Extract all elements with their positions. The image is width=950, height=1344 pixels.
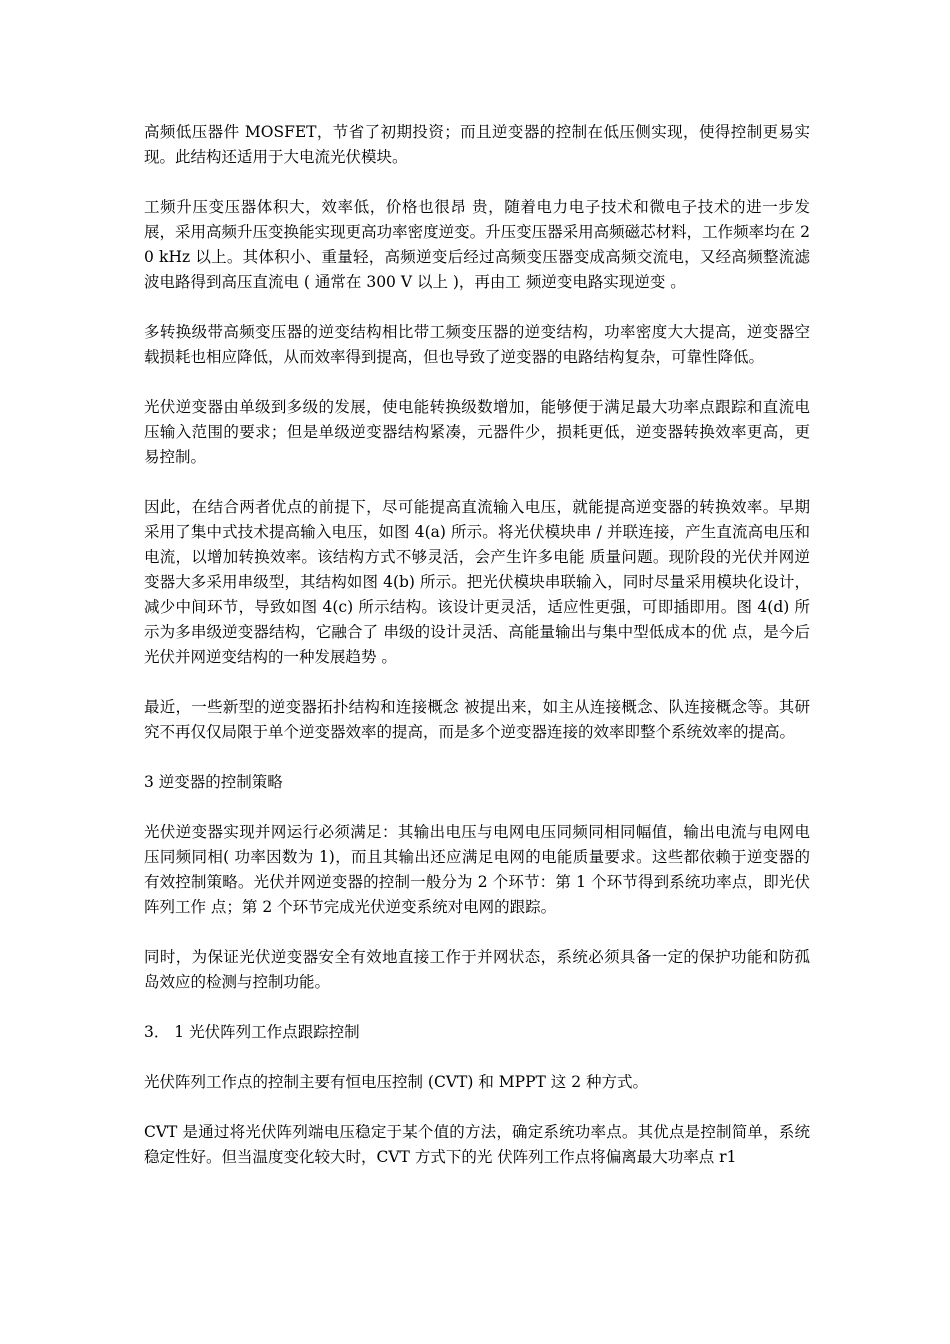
paragraph-high-frequency-transformer: 工频升压变压器体积大，效率低，价格也很昂 贵，随着电力电子技术和微电子技术的进一步发展，采用高频升压变换能实现更高功率密度逆变。升压变压器采用高频磁芯材料，工作频率均在 20 kHz 以上。其体积小、重量轻，高频逆变后经过高频变压器变成高频交流电，又经高频整流滤波电路得到高压直流电 ( 通常在 300 V 以上 )，再由工 频逆变电路实现逆变 。 [144,198,810,291]
paragraph-grid-connection-requirements: 光伏逆变器实现并网运行必须满足：其输出电压与电网电压同频同相同幅值，输出电流与电网电压同频同相( 功率因数为 1)，而且其输出还应满足电网的电能质量要求。这些都依赖于逆变器的有效控制策略。光伏并网逆变器的控制一般分为 2 个环节：第 1 个环节得到系统功率点，即光伏阵列工作 点；第 2 个环节完成光伏逆变系统对电网的跟踪。 [144,823,810,916]
subsection-heading-mppt: 3． 1 光伏阵列工作点跟踪控制 [144,1023,360,1041]
paragraph-single-vs-multi-stage: 光伏逆变器由单级到多级的发展，使电能转换级数增加，能够便于满足最大功率点跟踪和直流电压输入范围的要求；但是单级逆变器结构紧凑，元器件少，损耗更低，逆变器转换效率更高，更易控制。 [144,398,810,466]
paragraph-cvt-description: CVT 是通过将光伏阵列端电压稳定于某个值的方法，确定系统功率点。其优点是控制简单，系统 稳定性好。但当温度变化较大时，CVT 方式下的光 伏阵列工作点将偏离最大功率点 r1 [144,1123,810,1166]
paragraph-protection-functions: 同时，为保证光伏逆变器安全有效地直接工作于并网状态，系统必须具备一定的保护功能和防孤岛效应的检测与控制功能。 [144,948,810,991]
document-page [144,120,810,1195]
paragraph-cvt-mppt-methods: 光伏阵列工作点的控制主要有恒电压控制 (CVT) 和 MPPT 这 2 种方式。 [144,1073,648,1091]
paragraph-mosfet: 高频低压器件 MOSFET，节省了初期投资；而且逆变器的控制在低压侧实现，使得控制更易实现。此结构还适用于大电流光伏模块。 [144,123,810,166]
paragraph-new-topologies: 最近，一些新型的逆变器拓扑结构和连接概念 被提出来，如主从连接概念、队连接概念等。其研究不再仅仅局限于单个逆变器效率的提高，而是多个逆变器连接的效率即整个系统效率的提高。 [144,698,810,741]
paragraph-multi-stage-structure: 多转换级带高频变压器的逆变结构相比带工频变压器的逆变结构，功率密度大大提高，逆变器空载损耗也相应降低，从而效率得到提高，但也导致了逆变器的电路结构复杂，可靠性降低。 [144,323,810,366]
section-heading-control-strategy: 3 逆变器的控制策略 [144,773,283,791]
paragraph-figure-4-structures: 因此，在结合两者优点的前提下，尽可能提高直流输入电压，就能提高逆变器的转换效率。早期采用了集中式技术提高输入电压，如图 4(a) 所示。将光伏模块串 / 并联连接，产生直流高电压和电流，以增加转换效率。该结构方式不够灵活，会产生许多电能 质量问题。现阶段的光伏并网逆变器大多采用串级型，其结构如图 4(b) 所示。把光伏模块串联输入，同时尽量采用模块化设计，减少中间环节，导致如图 4(c) 所示结构。该设计更灵活，适应性更强，可即插即用。图 4(d) 所示为多串级逆变器结构，它融合了 串级的设计灵活、高能量输出与集中型低成本的优 点，是今后光伏并网逆变结构的一种发展趋势 。 [144,498,810,666]
